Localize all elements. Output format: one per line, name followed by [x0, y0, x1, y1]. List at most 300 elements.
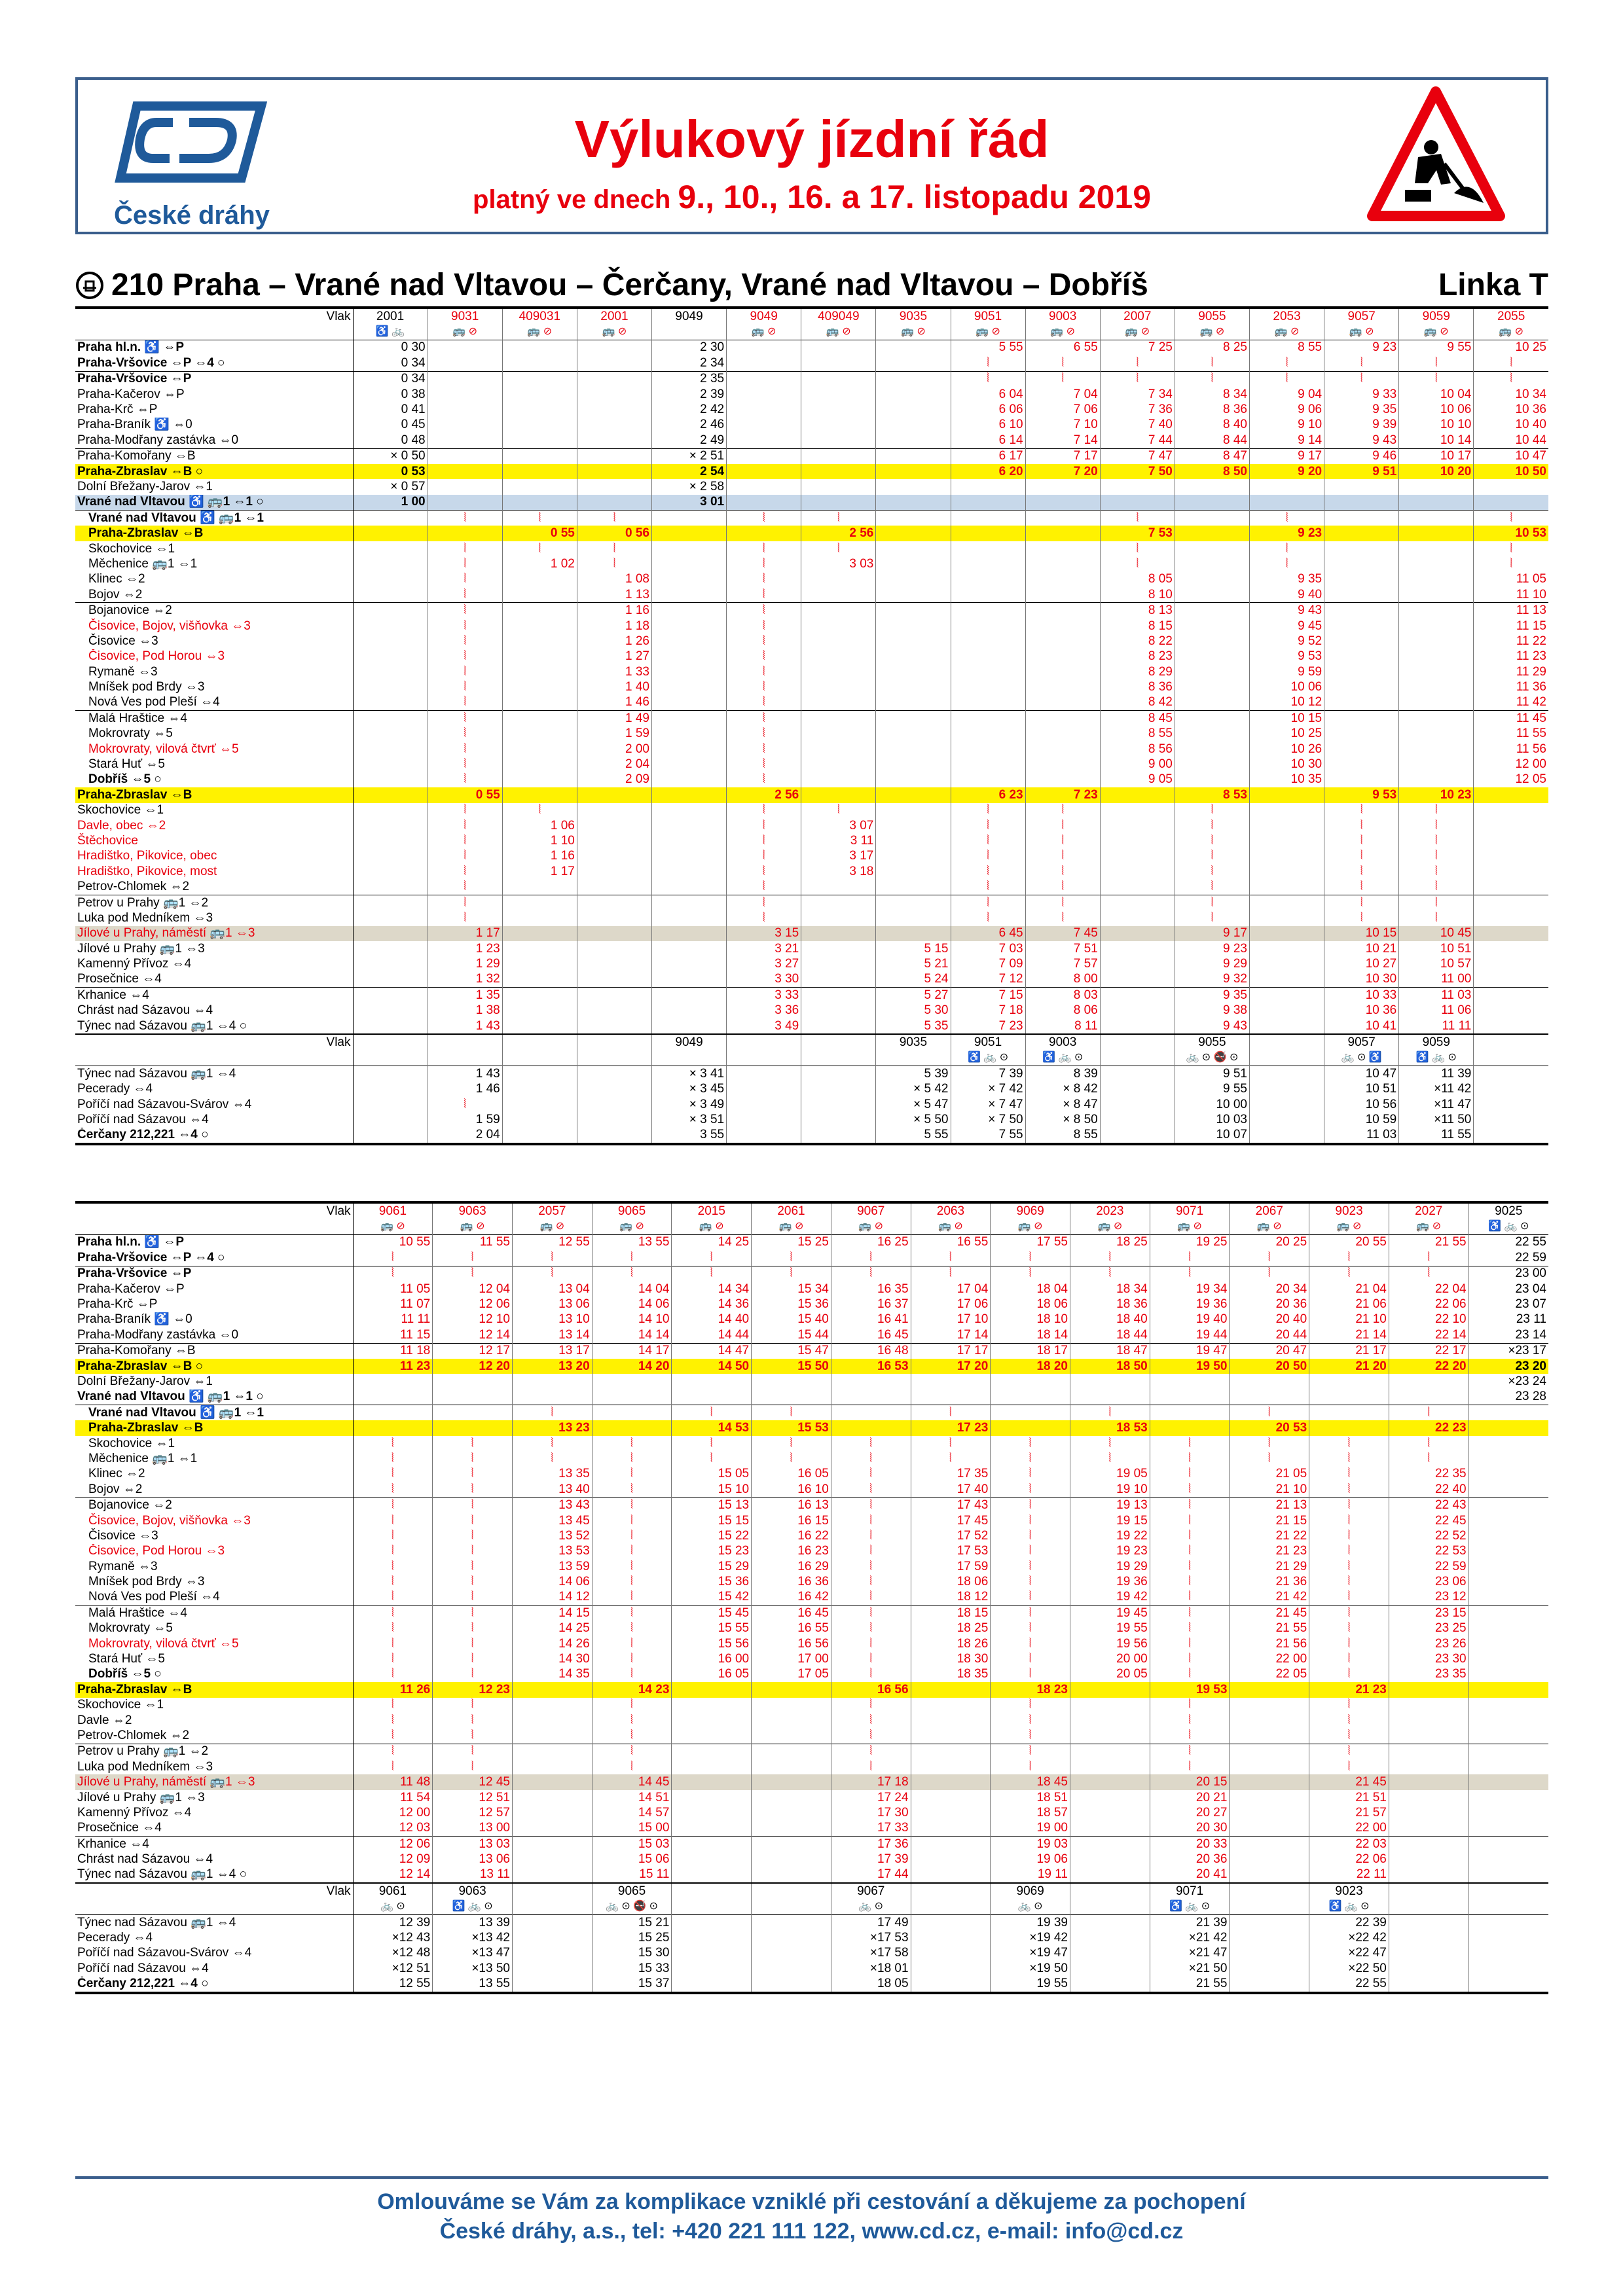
departure-time: [876, 803, 951, 818]
train-symbols: 🚌 ⊘: [1399, 324, 1474, 340]
departure-time: ⦚: [353, 1759, 433, 1774]
timetable-row: [75, 1744, 1548, 1759]
departure-time: [801, 1003, 876, 1018]
train-symbols: [876, 1050, 951, 1066]
departure-time: [1250, 1003, 1324, 1018]
departure-time: [1474, 833, 1548, 848]
departure-time: [1399, 634, 1474, 649]
departure-time: [1025, 511, 1100, 526]
departure-time: [801, 433, 876, 448]
departure-time: 16 55: [752, 1621, 831, 1636]
departure-time: ⦚: [428, 619, 502, 634]
departure-time: ⦚: [752, 1266, 831, 1282]
departure-time: 13 06: [512, 1297, 592, 1312]
timetable-row: [75, 634, 1548, 649]
departure-time: 13 06: [433, 1852, 513, 1867]
departure-time: 0 45: [353, 418, 428, 433]
departure-time: ⦚: [592, 1698, 672, 1713]
departure-time: ⦚: [1399, 879, 1474, 895]
departure-time: 18 40: [1070, 1312, 1150, 1327]
departure-time: ⦚: [1175, 864, 1249, 879]
departure-time: 1 38: [428, 1003, 502, 1018]
departure-time: 17 23: [911, 1420, 991, 1435]
departure-time: 16 55: [911, 1234, 991, 1250]
departure-time: [1324, 679, 1399, 694]
departure-time: ⦚: [831, 1266, 911, 1282]
departure-time: 7 55: [951, 1128, 1025, 1144]
station-name: Dobříš ⇔5 ○: [75, 772, 353, 787]
departure-time: 21 15: [1230, 1513, 1309, 1528]
departure-time: ⦚: [1399, 910, 1474, 925]
departure-time: 7 09: [951, 956, 1025, 971]
departure-time: 10 34: [1474, 387, 1548, 402]
departure-time: [1070, 1744, 1150, 1759]
departure-time: × 8 47: [1025, 1097, 1100, 1112]
departure-time: 8 22: [1100, 634, 1175, 649]
departure-time: 22 45: [1389, 1513, 1468, 1528]
departure-time: 13 10: [512, 1312, 592, 1327]
departure-time: 16 45: [752, 1605, 831, 1621]
departure-time: 13 39: [433, 1914, 513, 1930]
departure-time: 9 20: [1250, 464, 1324, 479]
timetable-row: [75, 1930, 1548, 1945]
subtitle-dates: 9., 10., 16. a 17. listopadu 2019: [678, 179, 1152, 215]
departure-time: [1324, 511, 1399, 526]
departure-time: 9 46: [1324, 448, 1399, 464]
departure-time: [577, 371, 651, 387]
station-name: Vrané nad Vltavou ♿ 🚌1 ⇔1: [75, 1405, 353, 1421]
departure-time: 10 56: [1324, 1097, 1399, 1112]
timetable-row: [75, 941, 1548, 956]
departure-time: 21 55: [1230, 1621, 1309, 1636]
departure-time: [502, 926, 577, 941]
departure-time: × 2 51: [652, 448, 727, 464]
departure-time: ⦚: [433, 1498, 513, 1513]
train-symbols: [428, 1050, 502, 1066]
departure-time: ⦚: [911, 1250, 991, 1266]
timetable-row: [75, 649, 1548, 664]
train-number: [1070, 1883, 1150, 1899]
departure-time: [876, 355, 951, 371]
departure-time: [353, 526, 428, 541]
departure-time: [1025, 664, 1100, 679]
departure-time: [911, 1914, 991, 1930]
station-name: Jílové u Prahy, náměstí 🚌1 ⇔3: [75, 1774, 353, 1789]
departure-time: [1100, 803, 1175, 818]
timetable-row: [75, 1266, 1548, 1282]
departure-time: 19 22: [1070, 1528, 1150, 1543]
departure-time: ⦚: [592, 1451, 672, 1466]
departure-time: [353, 711, 428, 726]
train-symbols: 🚌 ⊘: [428, 324, 502, 340]
departure-time: 8 00: [1025, 972, 1100, 988]
departure-time: 23 28: [1468, 1390, 1548, 1405]
departure-time: 5 55: [951, 340, 1025, 355]
departure-time: ×11 47: [1399, 1097, 1474, 1112]
departure-time: × 3 41: [652, 1066, 727, 1082]
train-number: 9035: [876, 1034, 951, 1050]
departure-time: [1468, 1621, 1548, 1636]
departure-time: ⦚: [512, 1451, 592, 1466]
departure-time: 17 40: [911, 1482, 991, 1498]
connecting-train-row: [75, 1034, 1548, 1050]
departure-time: 12 39: [353, 1914, 433, 1930]
departure-time: [911, 1946, 991, 1961]
departure-time: 15 44: [752, 1327, 831, 1343]
train-symbols: [801, 1050, 876, 1066]
departure-time: [577, 402, 651, 417]
departure-time: [1474, 956, 1548, 971]
departure-time: ⦚: [1309, 1636, 1389, 1651]
departure-time: [1399, 495, 1474, 511]
departure-time: ⦚: [991, 1559, 1070, 1574]
departure-time: [1324, 649, 1399, 664]
departure-time: ×13 47: [433, 1946, 513, 1961]
departure-time: ⦚: [1070, 1266, 1150, 1282]
departure-time: 15 11: [592, 1867, 672, 1883]
departure-time: 10 47: [1324, 1066, 1399, 1082]
train-symbols: ♿ 🚲 ⊙: [1150, 1899, 1230, 1915]
departure-time: 14 25: [512, 1621, 592, 1636]
departure-time: [502, 572, 577, 587]
departure-time: [353, 941, 428, 956]
departure-time: 19 55: [991, 1977, 1070, 1993]
train-number: 9057: [1324, 1034, 1399, 1050]
departure-time: 1 16: [577, 603, 651, 619]
departure-time: [801, 757, 876, 772]
departure-time: ⦚: [1025, 355, 1100, 371]
train-number: 2023: [1070, 1202, 1150, 1219]
departure-time: [652, 619, 727, 634]
train-number: 9071: [1150, 1202, 1230, 1219]
departure-time: 17 24: [831, 1790, 911, 1805]
departure-time: 10 45: [1399, 926, 1474, 941]
timetable-row: [75, 1759, 1548, 1774]
station-name: Malá Hraštice ⇔4: [75, 1605, 353, 1621]
departure-time: 21 22: [1230, 1528, 1309, 1543]
departure-time: 10 36: [1474, 402, 1548, 417]
departure-time: ⦚: [1250, 556, 1324, 571]
departure-time: [1468, 1651, 1548, 1666]
departure-time: × 3 49: [652, 1097, 727, 1112]
departure-time: ⦚: [727, 603, 801, 619]
departure-time: [1389, 1852, 1468, 1867]
departure-time: 7 39: [951, 1066, 1025, 1082]
departure-time: 10 51: [1324, 1082, 1399, 1097]
departure-time: 17 35: [911, 1467, 991, 1482]
departure-time: ⦚: [577, 541, 651, 556]
connecting-train-row: [75, 1883, 1548, 1899]
station-name: Stará Huť ⇔5: [75, 757, 353, 772]
departure-time: [1025, 526, 1100, 541]
departure-time: [876, 910, 951, 925]
departure-time: 20 36: [1230, 1297, 1309, 1312]
departure-time: ⦚: [752, 1405, 831, 1421]
departure-time: [801, 1128, 876, 1144]
departure-time: 10 00: [1175, 1097, 1249, 1112]
departure-time: ⦚: [1100, 541, 1175, 556]
station-name: Dolní Břežany-Jarov ⇔1: [75, 1374, 353, 1389]
timetable-row: [75, 1977, 1548, 1993]
train-number: [911, 1883, 991, 1899]
departure-time: 10 20: [1399, 464, 1474, 479]
departure-time: [727, 448, 801, 464]
departure-time: ⦚: [592, 1528, 672, 1543]
departure-time: 10 15: [1250, 711, 1324, 726]
departure-time: ⦚: [592, 1728, 672, 1744]
departure-time: [876, 433, 951, 448]
station-name: Petrov-Chlomek ⇔2: [75, 1728, 353, 1744]
departure-time: ×19 50: [991, 1961, 1070, 1976]
departure-time: 9 59: [1250, 664, 1324, 679]
departure-time: 11 23: [1474, 649, 1548, 664]
departure-time: 14 15: [512, 1605, 592, 1621]
departure-time: 13 14: [512, 1327, 592, 1343]
departure-time: [801, 387, 876, 402]
train-number: 2061: [752, 1202, 831, 1219]
departure-time: 5 35: [876, 1018, 951, 1034]
station-name: Praha-Vršovice ⇔P ⇔4 ○: [75, 355, 353, 371]
departure-time: [1474, 479, 1548, 494]
departure-time: 19 42: [1070, 1590, 1150, 1605]
departure-time: 19 00: [991, 1821, 1070, 1837]
timetable-row: [75, 495, 1548, 511]
departure-time: 17 04: [911, 1282, 991, 1297]
departure-time: × 5 42: [876, 1082, 951, 1097]
station-name: Dolní Břežany-Jarov ⇔1: [75, 479, 353, 494]
departure-time: 19 05: [1070, 1467, 1150, 1482]
train-symbols: 🚌 ⊘: [1250, 324, 1324, 340]
departure-time: 17 00: [752, 1651, 831, 1666]
departure-time: 16 00: [672, 1651, 752, 1666]
departure-time: 19 39: [991, 1914, 1070, 1930]
departure-time: [502, 879, 577, 895]
line-name: 210 Praha – Vrané nad Vltavou – Čerčany, Vrané nad Vltavou – Dobříš: [111, 268, 1148, 302]
departure-time: [1175, 541, 1249, 556]
departure-time: ⦚: [592, 1266, 672, 1282]
departure-time: [1468, 1590, 1548, 1605]
station-name: Skochovice ⇔1: [75, 1436, 353, 1451]
departure-time: [502, 619, 577, 634]
departure-time: [1389, 1821, 1468, 1837]
departure-time: ⦚: [428, 833, 502, 848]
departure-time: [1150, 1374, 1230, 1389]
departure-time: [801, 972, 876, 988]
departure-time: 8 55: [1250, 340, 1324, 355]
departure-time: [876, 818, 951, 833]
departure-time: [1175, 649, 1249, 664]
departure-time: ⦚: [1309, 1436, 1389, 1451]
departure-time: [1324, 556, 1399, 571]
departure-time: [1468, 1498, 1548, 1513]
departure-time: ⦚: [353, 1513, 433, 1528]
departure-time: 22 53: [1389, 1544, 1468, 1559]
departure-time: 6 55: [1025, 340, 1100, 355]
departure-time: [951, 556, 1025, 571]
departure-time: 18 10: [991, 1312, 1070, 1327]
departure-time: [428, 433, 502, 448]
departure-time: 10 17: [1399, 448, 1474, 464]
train-number: 9065: [592, 1202, 672, 1219]
departure-time: [911, 1374, 991, 1389]
train-symbols: 🚌 ⊘: [1230, 1219, 1309, 1234]
departure-time: ⦚: [831, 1728, 911, 1744]
departure-time: [1025, 711, 1100, 726]
departure-time: 2 00: [577, 742, 651, 757]
departure-time: ⦚: [831, 1498, 911, 1513]
departure-time: [727, 495, 801, 511]
departure-time: 16 41: [831, 1312, 911, 1327]
train-number: 9059: [1399, 308, 1474, 324]
departure-time: 19 53: [1150, 1682, 1230, 1697]
departure-time: [1399, 511, 1474, 526]
departure-time: [1100, 956, 1175, 971]
departure-time: ⦚: [991, 1250, 1070, 1266]
departure-time: [1070, 1867, 1150, 1883]
departure-time: × 7 47: [951, 1097, 1025, 1112]
departure-time: 6 14: [951, 433, 1025, 448]
departure-time: ⦚: [951, 355, 1025, 371]
departure-time: 21 29: [1230, 1559, 1309, 1574]
departure-time: 9 17: [1175, 926, 1249, 941]
departure-time: ⦚: [1399, 371, 1474, 387]
departure-time: 14 35: [512, 1667, 592, 1682]
departure-time: 21 23: [1309, 1682, 1389, 1697]
departure-time: [502, 972, 577, 988]
departure-time: 18 57: [991, 1805, 1070, 1820]
departure-time: 22 23: [1389, 1420, 1468, 1435]
departure-time: [428, 418, 502, 433]
departure-time: [1468, 1682, 1548, 1697]
departure-time: [911, 1744, 991, 1759]
departure-time: [1468, 1744, 1548, 1759]
departure-time: [1100, 926, 1175, 941]
train-symbols: 🚌 ⊘: [951, 324, 1025, 340]
departure-time: 23 26: [1389, 1636, 1468, 1651]
departure-time: [1399, 556, 1474, 571]
departure-time: ⦚: [592, 1744, 672, 1759]
departure-time: 16 56: [831, 1682, 911, 1697]
departure-time: ⦚: [1025, 864, 1100, 879]
departure-time: [1230, 1790, 1309, 1805]
departure-time: ⦚: [433, 1544, 513, 1559]
departure-time: [672, 1744, 752, 1759]
departure-time: 21 39: [1150, 1914, 1230, 1930]
departure-time: [433, 1374, 513, 1389]
departure-time: 22 06: [1309, 1852, 1389, 1867]
departure-time: [353, 649, 428, 664]
departure-time: 3 01: [652, 495, 727, 511]
departure-time: 9 33: [1324, 387, 1399, 402]
departure-time: ⦚: [727, 572, 801, 587]
departure-time: 9 43: [1250, 603, 1324, 619]
departure-time: [428, 495, 502, 511]
train-number: 9071: [1150, 1883, 1230, 1899]
departure-time: [752, 1744, 831, 1759]
departure-time: [1175, 772, 1249, 787]
departure-time: ⦚: [1150, 1759, 1230, 1774]
departure-time: [1309, 1390, 1389, 1405]
train-number: 9063: [433, 1883, 513, 1899]
departure-time: 15 56: [672, 1636, 752, 1651]
departure-time: [502, 895, 577, 910]
departure-time: 13 04: [512, 1282, 592, 1297]
departure-time: [577, 956, 651, 971]
departure-time: ⦚: [428, 664, 502, 679]
departure-time: [1230, 1837, 1309, 1852]
departure-time: [876, 526, 951, 541]
departure-time: ×12 48: [353, 1946, 433, 1961]
departure-time: [727, 1066, 801, 1082]
departure-time: ⦚: [1309, 1590, 1389, 1605]
departure-time: 16 29: [752, 1559, 831, 1574]
station-name: Nová Ves pod Pleší ⇔4: [75, 1590, 353, 1605]
departure-time: [876, 833, 951, 848]
departure-time: 14 04: [592, 1282, 672, 1297]
departure-time: 20 05: [1070, 1667, 1150, 1682]
departure-time: 21 45: [1309, 1774, 1389, 1789]
departure-time: [1175, 572, 1249, 587]
departure-time: [1468, 1544, 1548, 1559]
departure-time: [911, 1821, 991, 1837]
train-symbols: 🚌 ⊘: [1070, 1219, 1150, 1234]
departure-time: [1230, 1744, 1309, 1759]
departure-time: ⦚: [951, 895, 1025, 910]
departure-time: 14 36: [672, 1297, 752, 1312]
departure-time: ⦚: [1399, 818, 1474, 833]
departure-time: ×21 42: [1150, 1930, 1230, 1945]
departure-time: [911, 1805, 991, 1820]
departure-time: [1389, 1713, 1468, 1728]
departure-time: [1474, 803, 1548, 818]
timetable-row: [75, 1066, 1548, 1082]
departure-time: 1 46: [577, 695, 651, 711]
departure-time: [1324, 603, 1399, 619]
timetable-row: [75, 1961, 1548, 1976]
station-name: Petrov u Prahy 🚌1 ⇔2: [75, 1744, 353, 1759]
station-name: Prosečnice ⇔4: [75, 1821, 353, 1837]
departure-time: [1025, 772, 1100, 787]
departure-time: [652, 803, 727, 818]
departure-time: ⦚: [1389, 1451, 1468, 1466]
departure-time: [876, 787, 951, 802]
train-number: 9049: [652, 1034, 727, 1050]
departure-time: ×12 51: [353, 1961, 433, 1976]
departure-time: [502, 1097, 577, 1112]
station-name: Praha-Kačerov ⇔P: [75, 1282, 353, 1297]
station-name: Vrané nad Vltavou ♿ 🚌1 ⇔1 ○: [75, 495, 353, 511]
departure-time: ×18 01: [831, 1961, 911, 1976]
departure-time: 14 40: [672, 1312, 752, 1327]
departure-time: ⦚: [428, 757, 502, 772]
departure-time: [1468, 1961, 1548, 1976]
departure-time: 13 59: [512, 1559, 592, 1574]
departure-time: 12 45: [433, 1774, 513, 1789]
departure-time: [1324, 742, 1399, 757]
departure-time: 1 59: [577, 726, 651, 742]
departure-time: [727, 1112, 801, 1127]
departure-time: 14 06: [512, 1574, 592, 1589]
departure-time: ⦚: [428, 679, 502, 694]
departure-time: ⦚: [592, 1605, 672, 1621]
timetable-row: [75, 742, 1548, 757]
timetable-row: [75, 879, 1548, 895]
departure-time: 1 06: [502, 818, 577, 833]
departure-time: ⦚: [1474, 556, 1548, 571]
station-name: Praha-Braník ♿ ⇔0: [75, 1312, 353, 1327]
departure-time: 11 03: [1399, 988, 1474, 1003]
departure-time: [512, 1837, 592, 1852]
